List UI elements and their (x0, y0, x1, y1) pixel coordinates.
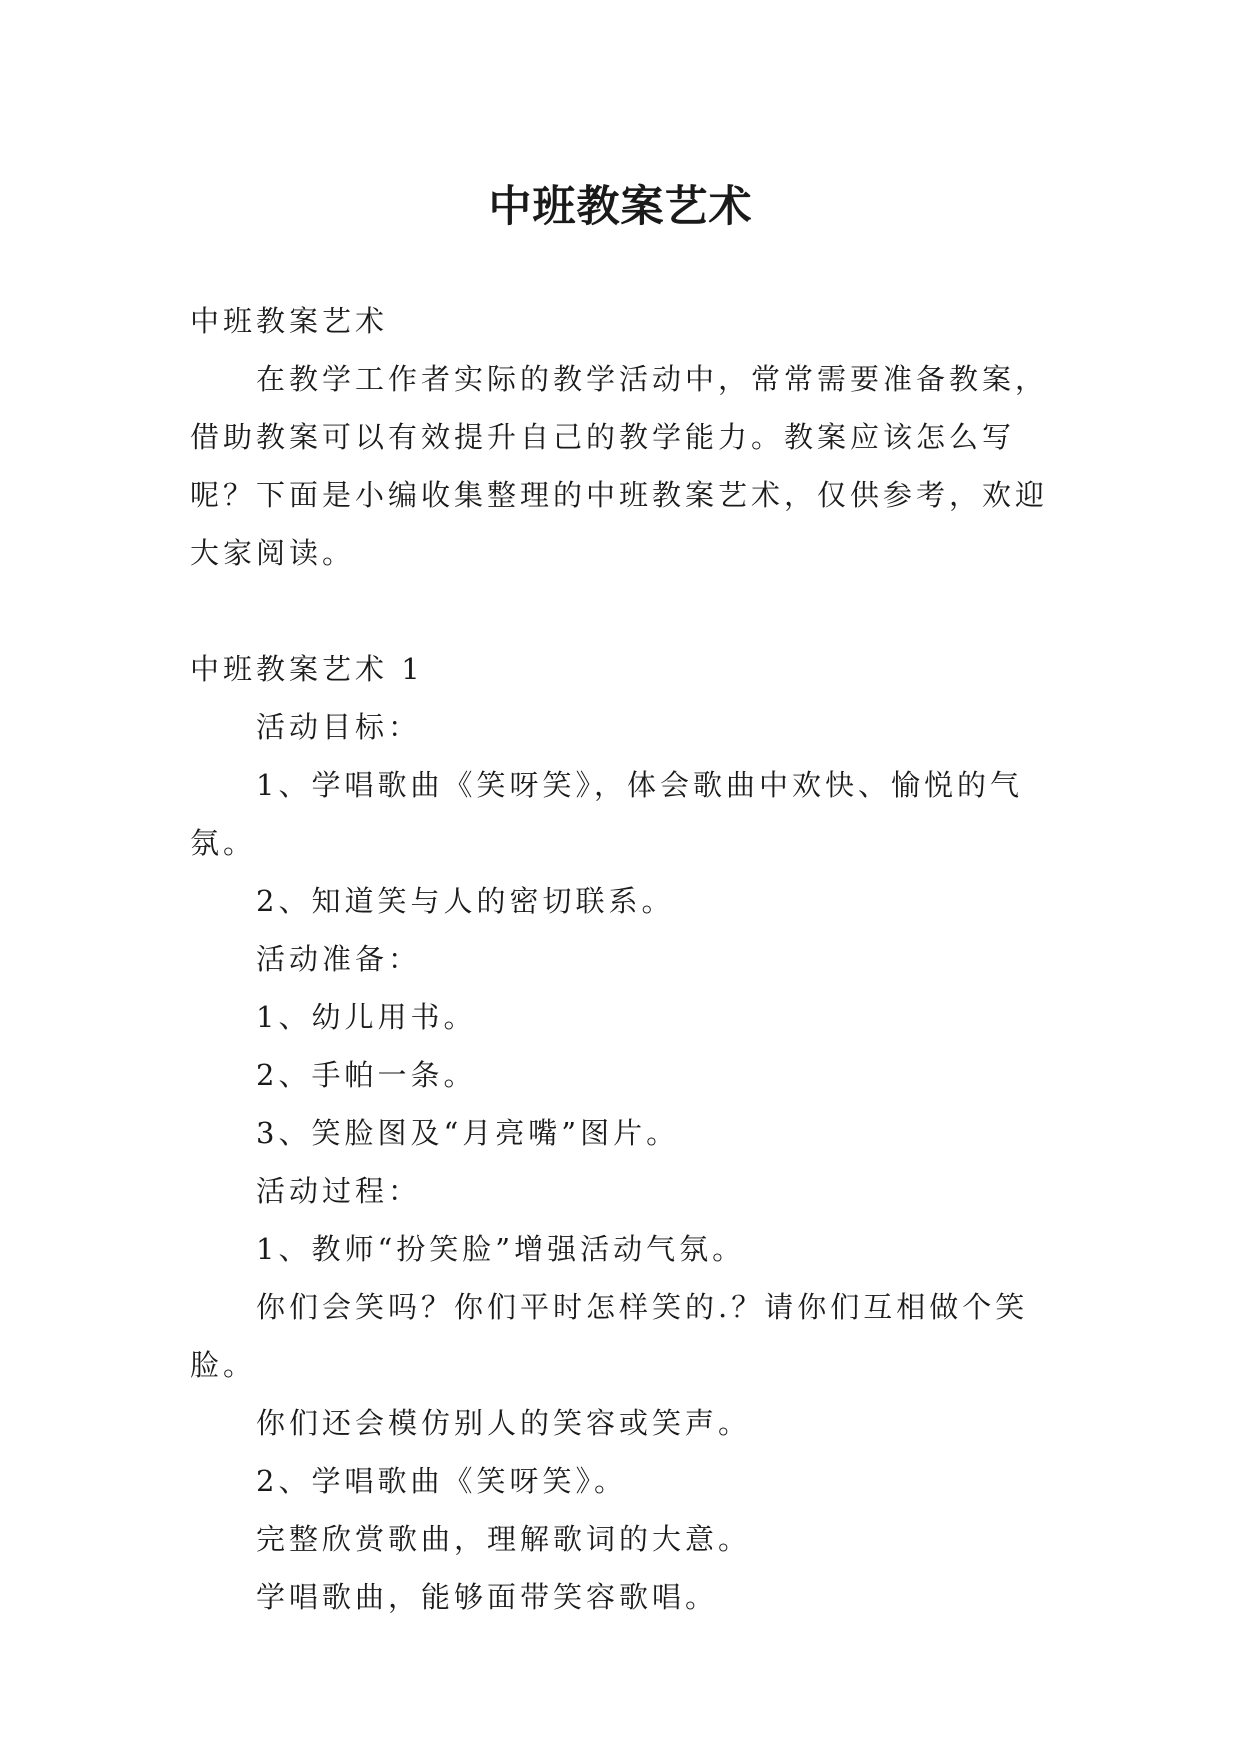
section-heading: 中班教案艺术 1 (190, 652, 424, 686)
process-step-1-text-a: 你们会笑吗？你们平时怎样笑的.？请你们互相做个笑脸。 (190, 1290, 1029, 1382)
page-title: 中班教案艺术 (488, 181, 753, 232)
process-label: 活动过程： (256, 1174, 422, 1208)
process-step-2-text-a: 完整欣赏歌曲，理解歌词的大意。 (256, 1522, 752, 1556)
prep-item-2: 2、手帕一条。 (256, 1058, 477, 1092)
section-spacer (190, 582, 1060, 640)
intro-paragraph: 在教学工作者实际的教学活动中，常常需要准备教案，借助教案可以有效提升自己的教学能力。教案应该怎么写呢？下面是小编收集整理的中班教案艺术，仅供参考，欢迎大家阅读。 (190, 362, 1049, 570)
prep-item-1: 1、幼儿用书。 (256, 1000, 477, 1034)
process-step-2: 2、学唱歌曲《笑呀笑》。 (256, 1464, 627, 1498)
process-step-1: 1、教师“扮笑脸”增强活动气氛。 (256, 1232, 746, 1266)
process-step-1-text-b: 你们还会模仿别人的笑容或笑声。 (256, 1406, 752, 1440)
goals-label: 活动目标： (256, 710, 422, 744)
prep-label: 活动准备： (256, 942, 422, 976)
process-step-2-text-b: 学唱歌曲，能够面带笑容歌唱。 (256, 1580, 719, 1614)
goal-item-2: 2、知道笑与人的密切联系。 (256, 884, 675, 918)
document-subtitle: 中班教案艺术 (190, 304, 389, 338)
goal-item-1: 1、学唱歌曲《笑呀笑》，体会歌曲中欢快、愉悦的气氛。 (190, 768, 1023, 860)
document-body (190, 292, 1060, 1626)
prep-item-3: 3、笑脸图及“月亮嘴”图片。 (256, 1116, 680, 1150)
